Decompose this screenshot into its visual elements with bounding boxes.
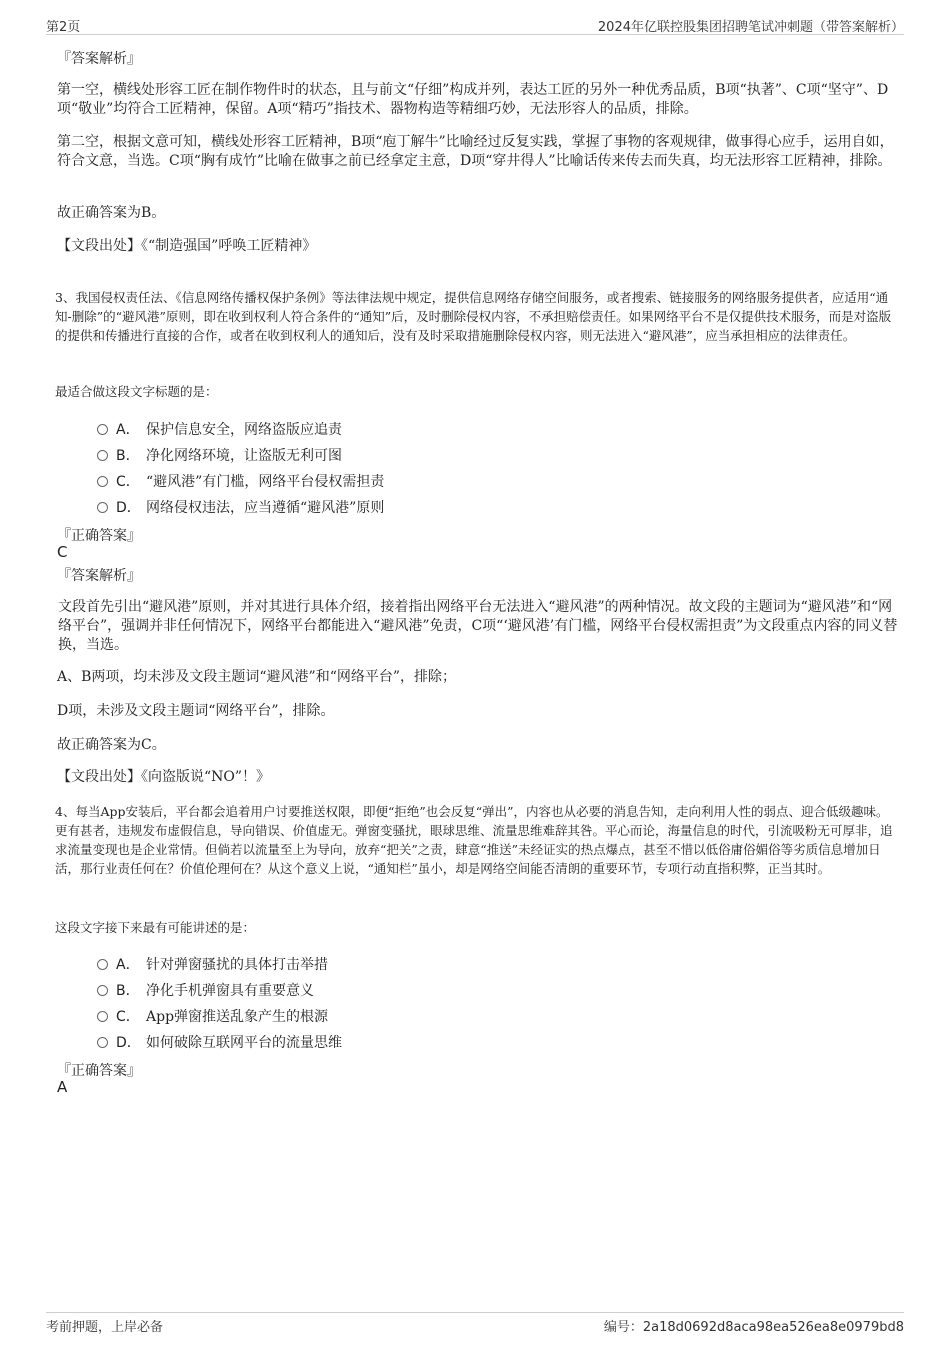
q3-source: 【文段出处】《向盗版说“NO”！》 (57, 769, 271, 785)
q4-question-text: 4、每当App安装后，平台都会追着用户讨要推送权限，即便“拒绝”也会反复“弹出”，内容也从必要的消息告知，走向利用人性的弱点、迎合低级趣味。更有甚者，违规发布虚假信息，导向错误、价值虚无。弹窗变骚扰，眼球思维、流量思维难辞其咎。平心而论，海量信息的时代，引流吸粉无可厚非，追求流量变现也是企业常情。但倘若以流量至上为导向，放弃“把关”之责，肆意“推送”未经证实的热点爆点，甚至不惜以低俗庸俗媚俗等劣质信息增加日活，那行业责任何在？价值伦理何在？从这个意义上说，“通知栏”虽小，却是网络空间能否清朗的重要环节，专项行动直指积弊，正当其时。 (55, 804, 893, 876)
radio-icon[interactable] (97, 959, 108, 970)
q4-correct-label: 『正确答案』 (57, 1063, 141, 1079)
q4-prompt: 这段文字接下来最有可能讲述的是： (55, 920, 256, 935)
q4-correct-answer: A (57, 1078, 68, 1096)
q3-option-c[interactable]: C． “避风港”有门槛，网络平台侵权需担责 (97, 471, 384, 491)
radio-icon[interactable] (97, 476, 108, 487)
q3-correct-label: 『正确答案』 (57, 528, 141, 544)
q3-analysis-p2: A、B两项，均未涉及文段主题词“避风港”和“网络平台”，排除； (57, 669, 457, 685)
q3-option-a[interactable]: A． 保护信息安全，网络盗版应追责 (97, 419, 342, 439)
q3-analysis-label: 『答案解析』 (57, 568, 141, 584)
q3-analysis-p1: 文段首先引出“避风港”原则，并对其进行具体介绍，接着指出网络平台无法进入“避风港”的两种情况。故文段的主题词为“避风港”和“网络平台”，强调并非任何情况下，网络平台都能进入“避风港”免责，C项“‘避风港’有门槛，网络平台侵权需担责”为文段重点内容的同义替换，当选。 (58, 599, 898, 653)
q3-analysis-p4: 故正确答案为C。 (57, 737, 166, 753)
q4-option-b[interactable]: B． 净化手机弹窗具有重要意义 (97, 980, 314, 1000)
q2-analysis-p1: 第一空，横线处形容工匠在制作物件时的状态，且与前文“仔细”构成并列，表达工匠的另外一种优秀品质，B项“执著”、C项“坚守”、D项“敬业”均符合工匠精神，保留。A项“精巧”指技术、器物构造等精细巧妙，无法形容人的品质，排除。 (57, 82, 889, 117)
radio-icon[interactable] (97, 985, 108, 996)
q3-prompt: 最适合做这段文字标题的是： (55, 384, 218, 399)
q2-source: 【文段出处】《“制造强国”呼唤工匠精神》 (57, 238, 317, 254)
q2-analysis-p2: 第二空，根据文意可知，横线处形容工匠精神，B项“庖丁解牛”比喻经过反复实践，掌握了事物的客观规律，做事得心应手，运用自如，符合文意，当选。C项“胸有成竹”比喻在做事之前已经拿定主意，D项“穿井得人”比喻话传来传去而失真，均无法形容工匠精神，排除。 (57, 134, 894, 169)
q3-question-text: 3、我国侵权责任法、《信息网络传播权保护条例》等法律法规中规定，提供信息网络存储空间服务，或者搜索、链接服务的网络服务提供者，应适用“通知-删除”的“避风港”原则，即在收到权利人符合条件的“通知”后，及时删除侵权内容，不承担赔偿责任。如果网络平台不是仅提供技术服务，而是对盗版的提供和传播进行直接的合作，或者在收到权利人的通知后，没有及时采取措施删除侵权内容，则无法进入“避风港”，应当承担相应的法律责任。 (55, 290, 892, 343)
q3-analysis-p3: D项，未涉及文段主题词“网络平台”，排除。 (57, 703, 335, 719)
q4-option-d[interactable]: D． 如何破除互联网平台的流量思维 (97, 1032, 342, 1052)
page-number: 第2页 (46, 20, 81, 35)
radio-icon[interactable] (97, 1037, 108, 1048)
q4-option-c[interactable]: C． App弹窗推送乱象产生的根源 (97, 1006, 328, 1026)
radio-icon[interactable] (97, 424, 108, 435)
document-id: 编号：2a18d0692d8aca98ea526ea8e0979bd8 (603, 1320, 904, 1335)
q2-analysis-p3: 故正确答案为B。 (57, 205, 166, 221)
page-footer (46, 1312, 904, 1335)
q3-option-b[interactable]: B． 净化网络环境，让盗版无利可图 (97, 445, 342, 465)
page-header (46, 14, 904, 35)
q2-analysis-label: 『答案解析』 (57, 51, 141, 67)
document-title: 2024年亿联控股集团招聘笔试冲刺题（带答案解析） (597, 20, 904, 35)
radio-icon[interactable] (97, 502, 108, 513)
footer-slogan: 考前押题，上岸必备 (46, 1320, 164, 1335)
radio-icon[interactable] (97, 1011, 108, 1022)
q3-correct-answer: C (57, 543, 68, 561)
q3-option-d[interactable]: D． 网络侵权违法，应当遵循“避风港”原则 (97, 497, 384, 517)
q4-option-a[interactable]: A． 针对弹窗骚扰的具体打击举措 (97, 954, 328, 974)
radio-icon[interactable] (97, 450, 108, 461)
